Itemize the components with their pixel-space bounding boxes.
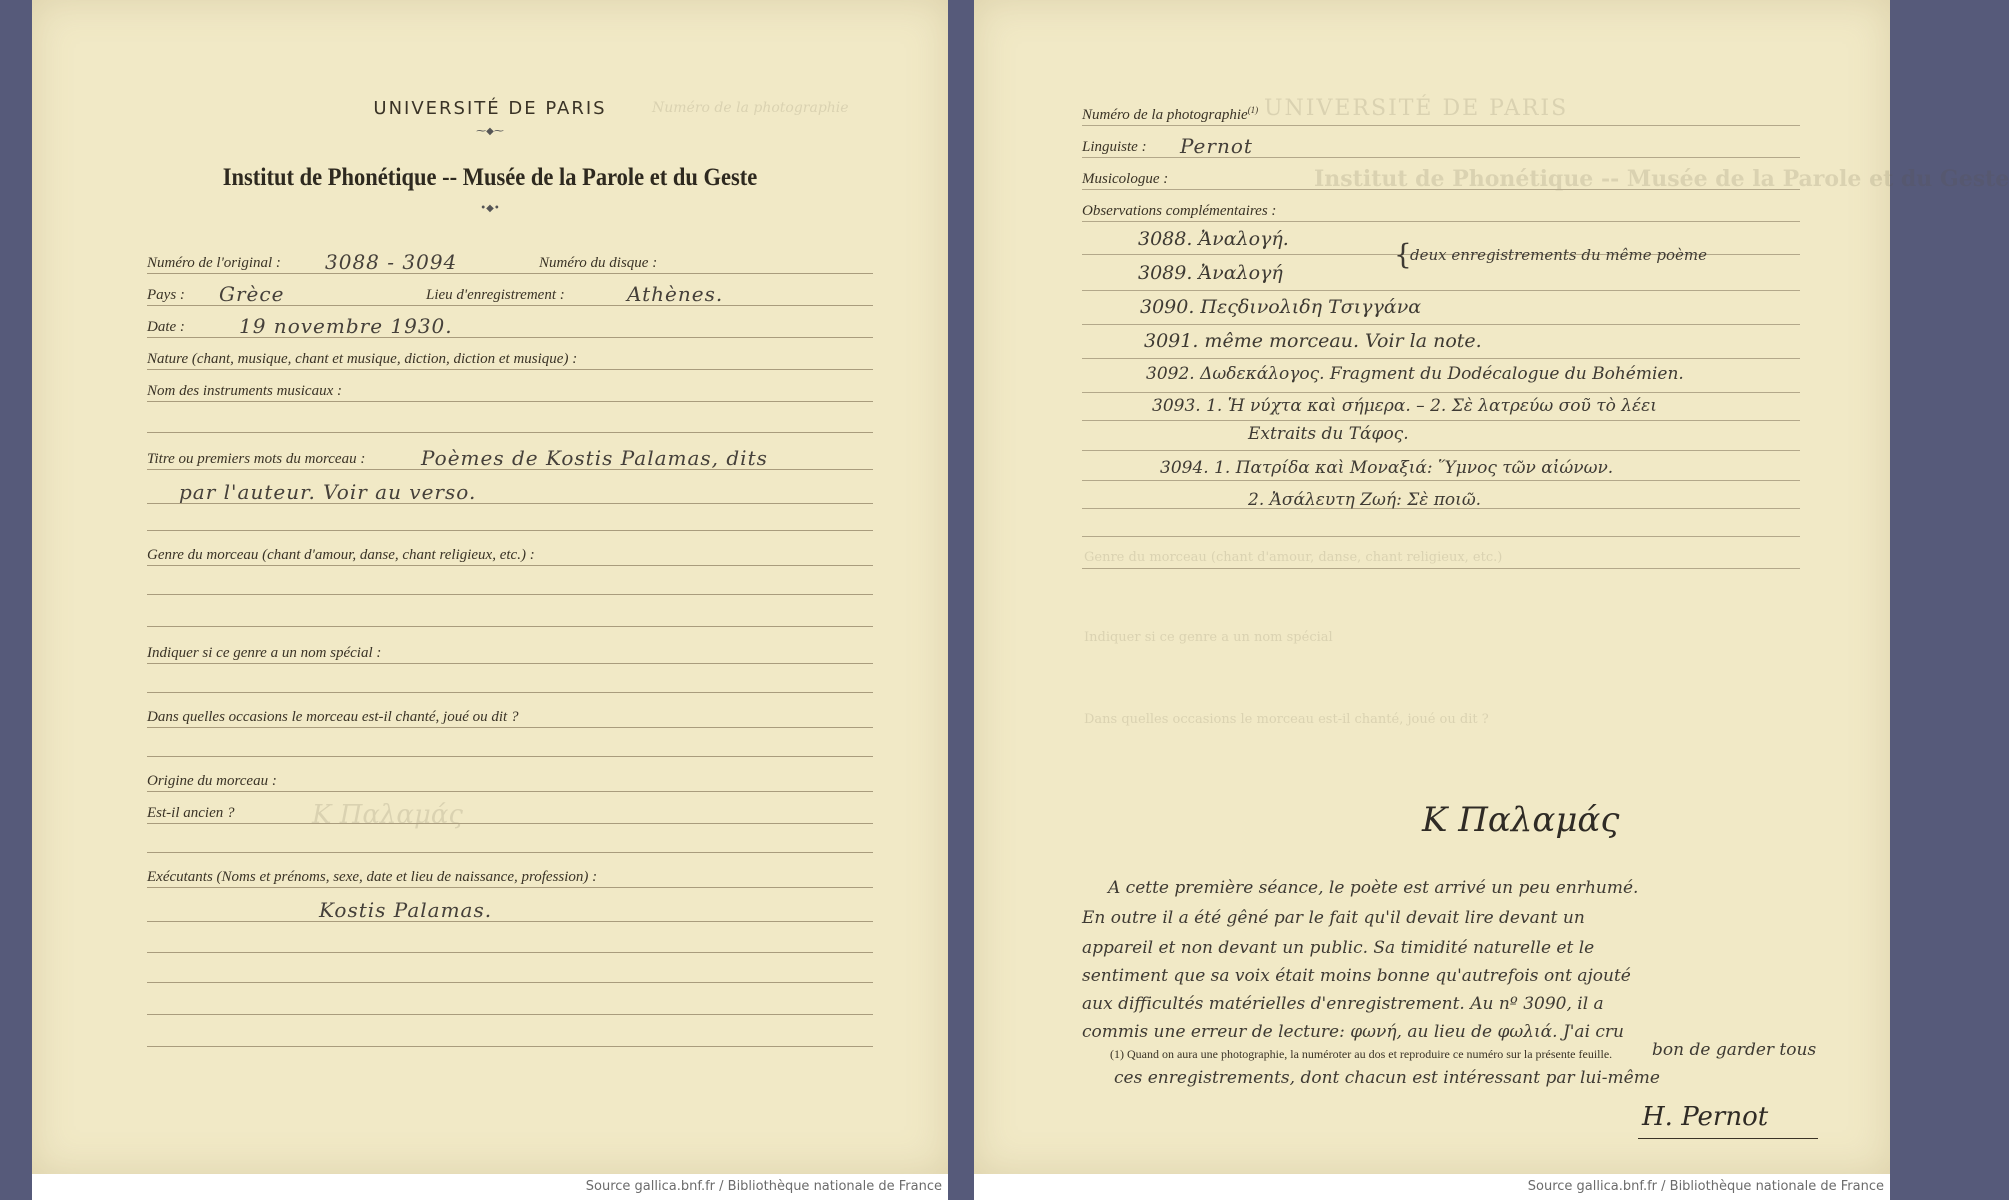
bleed-through-heading: UNIVERSITÉ DE PARIS xyxy=(1264,96,1569,121)
bleed-through-text: Dans quelles occasions le morceau est-il chanté, joué ou dit ? xyxy=(1084,712,1489,727)
numero-disque-label: Numéro du disque : xyxy=(539,255,661,272)
executants-value: Kostis Palamas. xyxy=(319,898,493,922)
observations-label: Observations complémentaires : xyxy=(1082,203,1280,220)
musicologue-label: Musicologue : xyxy=(1082,171,1172,188)
blank-line xyxy=(147,1046,873,1047)
note-line: aux difficultés matérielles d'enregistrement. Au nº 3090, il a xyxy=(1082,994,1604,1014)
right-record-card xyxy=(974,0,2009,1174)
bleed-through-signature: K Παλαμάς xyxy=(312,800,463,830)
blank-line xyxy=(1082,568,1800,569)
note-line: bon de garder tous xyxy=(1652,1040,1817,1060)
blank-line xyxy=(147,1014,873,1015)
blank-line xyxy=(147,852,873,853)
blank-line xyxy=(1082,536,1800,537)
signature-underline xyxy=(1638,1138,1818,1139)
numero-original-label: Numéro de l'original : xyxy=(147,255,285,272)
titre-label: Titre ou premiers mots du morceau : xyxy=(147,451,369,468)
linguiste-value: Pernot xyxy=(1180,134,1253,158)
institute-heading: Institut de Phonétique -- Musée de la Parole et du Geste xyxy=(222,164,758,191)
field-photographie xyxy=(1082,100,1800,126)
nom-special-label: Indiquer si ce genre a un nom spécial : xyxy=(147,645,385,662)
bleed-through-institute: Institut de Phonétique -- Musée de la Parole et du Geste xyxy=(1314,166,2009,192)
field-origine xyxy=(147,766,873,792)
lieu-value: Athènes. xyxy=(627,282,724,306)
field-occasions xyxy=(147,702,873,728)
blank-line xyxy=(147,530,873,531)
observation-item: Extraits du Τάφος. xyxy=(1248,424,1409,444)
field-nature xyxy=(147,344,873,370)
field-date xyxy=(147,312,873,338)
occasions-label: Dans quelles occasions le morceau est-il chanté, joué ou dit ? xyxy=(147,709,522,726)
executants-label: Exécutants (Noms et prénoms, sexe, date et lieu de naissance, profession) : xyxy=(147,869,601,886)
source-caption: Source gallica.bnf.fr / Bibliothèque nationale de France xyxy=(974,1174,1890,1200)
field-titre xyxy=(147,444,873,470)
blank-line xyxy=(147,594,873,595)
field-instruments xyxy=(147,376,873,402)
note-line: ces enregistrements, dont chacun est intéressant par lui-même xyxy=(1114,1068,1660,1088)
blank-line xyxy=(147,756,873,757)
field-pays xyxy=(147,280,873,306)
bleed-through-text: Numéro de la photographie xyxy=(652,100,849,116)
blank-line xyxy=(147,626,873,627)
note-line: appareil et non devant un public. Sa timidité naturelle et le xyxy=(1082,938,1595,958)
blank-line xyxy=(1082,392,1800,393)
observation-item: 2. Ἀσάλευτη Ζωή: Σὲ ποιῶ. xyxy=(1248,490,1482,510)
source-caption: Source gallica.bnf.fr / Bibliothèque nationale de France xyxy=(32,1174,948,1200)
blank-line xyxy=(1082,324,1800,325)
observation-item: 3090. Πεςδινολιδη Τσιγγάνα xyxy=(1140,296,1422,318)
signature-palamas: K Παλαμάς xyxy=(1422,800,1620,840)
observation-item: 3088. Ἀναλογή. xyxy=(1138,228,1289,250)
instruments-label: Nom des instruments musicaux : xyxy=(147,383,346,400)
observation-item: 3092. Δωδεκάλογος. Fragment du Dodécalogue du Bohémien. xyxy=(1146,364,1684,384)
bleed-through-text: Indiquer si ce genre a un nom spécial xyxy=(1084,630,1333,645)
field-genre xyxy=(147,540,873,566)
pays-label: Pays : xyxy=(147,287,189,304)
ornament-divider: ⁓◆⁓ xyxy=(476,126,504,137)
blank-line xyxy=(1082,420,1800,421)
photo-label: Numéro de la photographie$^{(1)}$ xyxy=(1082,105,1262,124)
field-executants-cont xyxy=(147,896,873,922)
footnote: (1) Quand on aura une photographie, la numéroter au dos et reproduire ce numéro sur la présente feuille. xyxy=(1110,1047,1613,1061)
field-linguiste xyxy=(1082,132,1800,158)
field-titre-cont xyxy=(147,478,873,504)
note-line: sentiment que sa voix était moins bonne qu'autrefois ont ajouté xyxy=(1082,966,1631,986)
ancien-label: Est-il ancien ? xyxy=(147,805,238,822)
pays-value: Grèce xyxy=(219,282,285,306)
observation-item: 3094. 1. Πατρίδα καὶ Μοναξιά: Ὕμνος τῶν αἰώνων. xyxy=(1160,458,1614,478)
left-record-card xyxy=(32,0,948,1174)
observation-item: 3093. 1. Ἡ νύχτα καὶ σήμερα. – 2. Σὲ λατρεύω σοῦ τὸ λέει xyxy=(1152,396,1657,416)
origine-label: Origine du morceau : xyxy=(147,773,281,790)
blank-line xyxy=(147,432,873,433)
blank-line xyxy=(147,692,873,693)
note-line: commis une erreur de lecture: φωνή, au lieu de φωλιά. J'ai cru xyxy=(1082,1022,1625,1042)
field-musicologue xyxy=(1082,164,1800,190)
linguiste-label: Linguiste : xyxy=(1082,139,1151,156)
field-ancien xyxy=(147,798,873,824)
numero-original-value: 3088 - 3094 xyxy=(325,250,458,274)
brace-note: deux enregistrements du même poème xyxy=(1410,246,1707,264)
blank-line xyxy=(1082,358,1800,359)
note-line: En outre il a été gêné par le fait qu'il devait lire devant un xyxy=(1082,908,1585,928)
nature-label: Nature (chant, musique, chant et musique, diction, diction et musique) : xyxy=(147,351,581,368)
titre-value-line1: Poèmes de Kostis Palamas, dits xyxy=(421,446,768,470)
bleed-through-text: Genre du morceau (chant d'amour, danse, chant religieux, etc.) xyxy=(1084,550,1503,565)
brace-mark: { xyxy=(1394,238,1412,271)
note-line: A cette première séance, le poète est arrivé un peu enrhumé. xyxy=(1108,878,1639,898)
date-value: 19 novembre 1930. xyxy=(239,314,453,338)
field-nom-special xyxy=(147,638,873,664)
blank-line xyxy=(147,952,873,953)
titre-value-line2: par l'auteur. Voir au verso. xyxy=(179,480,477,504)
field-numero-original xyxy=(147,248,873,274)
field-observations xyxy=(1082,196,1800,222)
blank-line xyxy=(1082,290,1800,291)
lieu-label: Lieu d'enregistrement : xyxy=(426,287,569,304)
field-executants xyxy=(147,862,873,888)
blank-line xyxy=(1082,480,1800,481)
observation-item: 3089. Ἀναλογή xyxy=(1138,262,1283,284)
ornament-divider: •◆• xyxy=(480,203,500,214)
signature-pernot: H. Pernot xyxy=(1642,1102,1769,1132)
blank-line xyxy=(1082,450,1800,451)
observation-item: 3091. même morceau. Voir la note. xyxy=(1144,330,1482,352)
date-label: Date : xyxy=(147,319,189,336)
blank-line xyxy=(147,982,873,983)
university-heading: UNIVERSITÉ DE PARIS xyxy=(373,98,607,119)
genre-label: Genre du morceau (chant d'amour, danse, chant religieux, etc.) : xyxy=(147,547,539,564)
